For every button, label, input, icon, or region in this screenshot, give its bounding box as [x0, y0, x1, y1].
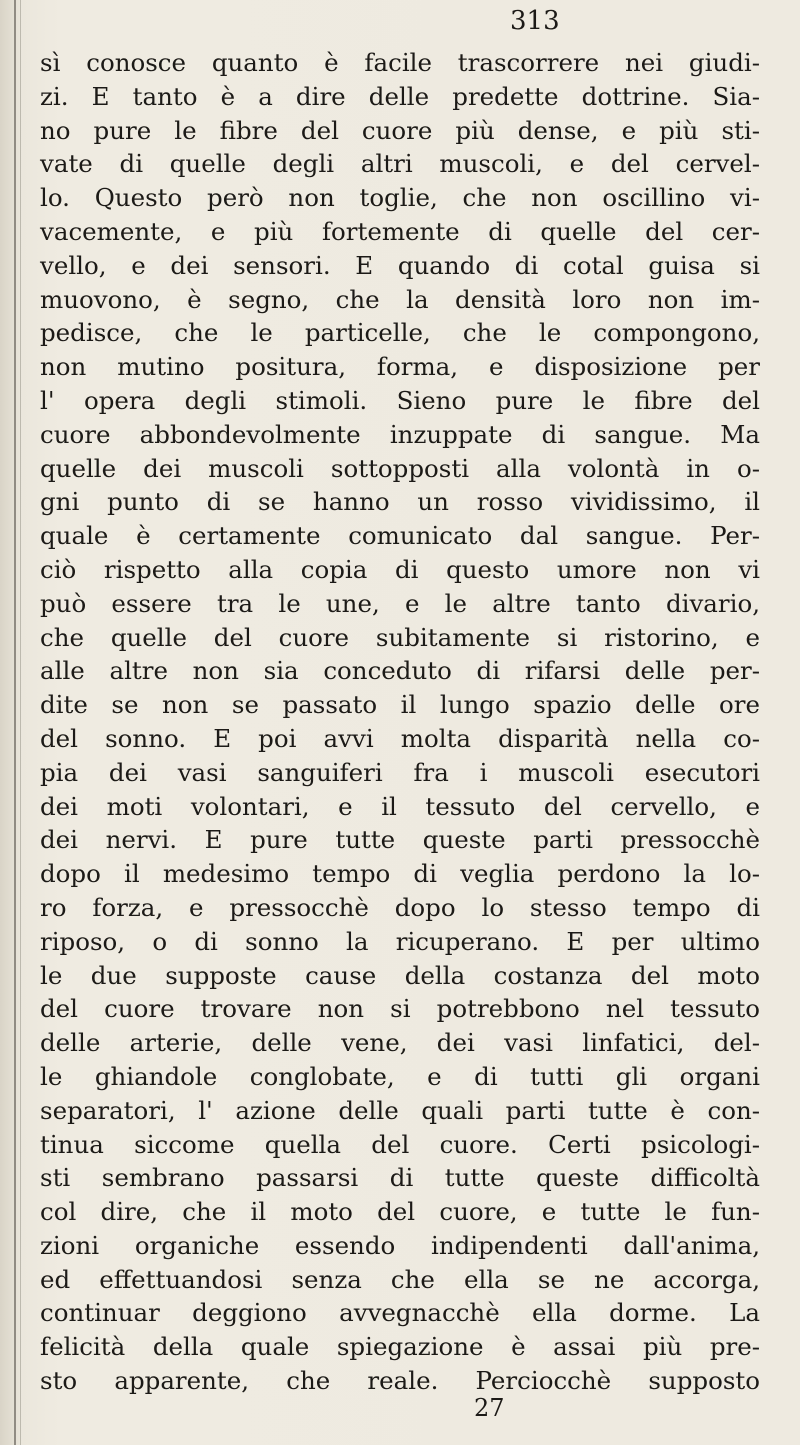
text-line: riposo, o di sonno la ricuperano. E per ultimo	[40, 926, 760, 956]
text-line: quale è certamente comunicato dal sangue. Per-	[40, 521, 760, 551]
text-line: non mutino positura, forma, e disposizione per	[40, 352, 760, 382]
text-line: zi. E tanto è a dire delle predette dottrine. Sia-	[40, 81, 760, 111]
text-line: le ghiandole conglobate, e di tutti gli organi	[40, 1061, 760, 1091]
text-line: muovono, è segno, che la densità loro non im-	[40, 284, 760, 314]
text-line: vate di quelle degli altri muscoli, e del cervel-	[40, 149, 760, 179]
binding-edge-inner	[20, 0, 21, 1445]
text-line: può essere tra le une, e le altre tanto divario,	[40, 588, 760, 618]
text-line: felicità della quale spiegazione è assai più pre-	[40, 1332, 760, 1362]
text-line: l' opera degli stimoli. Sieno pure le fibre del	[40, 385, 760, 415]
text-line: sti sembrano passarsi di tutte queste difficoltà	[40, 1163, 760, 1193]
text-line: del sonno. E poi avvi molta disparità nella co-	[40, 723, 760, 753]
text-line: lo. Questo però non toglie, che non oscillino vi-	[40, 183, 760, 213]
text-line: sì conosce quanto è facile trascorrere nei giudi-	[40, 48, 760, 77]
text-line: ciò rispetto alla copia di questo umore non vi	[40, 554, 760, 584]
text-line: ed effettuandosi senza che ella se ne accorga,	[40, 1264, 760, 1294]
text-line: vacemente, e più fortemente di quelle del cer-	[40, 216, 760, 246]
text-line: no pure le fibre del cuore più dense, e più sti-	[40, 115, 760, 145]
text-line: vello, e dei sensori. E quando di cotal guisa si	[40, 250, 760, 280]
text-line: dopo il medesimo tempo di veglia perdono la lo-	[40, 859, 760, 889]
text-line: dite se non se passato il lungo spazio delle ore	[40, 690, 760, 720]
text-line: alle altre non sia conceduto di rifarsi delle per-	[40, 656, 760, 686]
text-line: del cuore trovare non si potrebbono nel tessuto	[40, 994, 760, 1024]
text-line: le due supposte cause della costanza del moto	[40, 960, 760, 990]
text-line: ro forza, e pressocchè dopo lo stesso tempo di	[40, 892, 760, 922]
text-line: gni punto di se hanno un rosso vividissimo, il	[40, 487, 760, 517]
body-text	[40, 46, 760, 1398]
text-line: delle arterie, delle vene, dei vasi linfatici, del-	[40, 1028, 760, 1058]
text-line: dei moti volontari, e il tessuto del cervello, e	[40, 791, 760, 821]
binding-edge	[14, 0, 16, 1445]
text-line: pia dei vasi sanguiferi fra i muscoli esecutori	[40, 757, 760, 787]
text-line: continuar deggiono avvegnacchè ella dorme. La	[40, 1298, 760, 1328]
text-line: dei nervi. E pure tutte queste parti pressocchè	[40, 825, 760, 855]
text-line: zioni organiche essendo indipendenti dall'anima,	[40, 1230, 760, 1260]
text-line: che quelle del cuore subitamente si ristorino, e	[40, 622, 760, 652]
text-line: quelle dei muscoli sottopposti alla volontà in o-	[40, 453, 760, 483]
text-line: tinua siccome quella del cuore. Certi psicologi-	[40, 1129, 760, 1159]
text-line: col dire, che il moto del cuore, e tutte le fun-	[40, 1197, 760, 1227]
text-line: pedisce, che le particelle, che le compongono,	[40, 318, 760, 348]
page-number: 313	[510, 6, 560, 36]
text-line: sto apparente, che reale. Perciocchè supposto	[40, 1366, 760, 1396]
text-line: cuore abbondevolmente inzuppate di sangue. Ma	[40, 419, 760, 449]
signature-mark: 27	[474, 1394, 505, 1422]
text-line: separatori, l' azione delle quali parti tutte è con-	[40, 1095, 760, 1125]
